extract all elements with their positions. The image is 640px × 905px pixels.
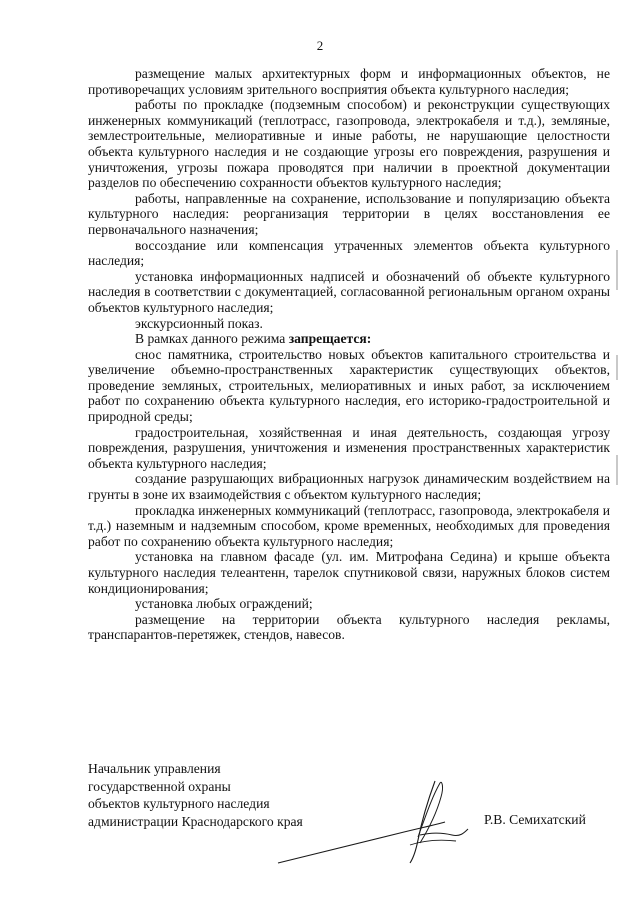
paragraph-facade-antennas: установка на главном фасаде (ул. им. Митрофана Седина) и крыше объекта культурного наследия телеантенн, тарелок спутниковой связи, наружных блоков систем кондиционирования; [88,549,610,596]
paragraph-info-signs: установка информационных надписей и обозначений об объекте культурного наследия в соответствии с документацией, согласованной региональным органом охраны объектов культурного наследия; [88,268,610,315]
paragraph-prohibited-heading [88,331,610,347]
scan-edge-mark [616,355,618,380]
signatory-position-line: государственной охраны [88,778,231,794]
scan-edge-mark [616,250,618,290]
signatory-name: Р.В. Семихатский [484,812,586,827]
paragraph-advertising: размещение на территории объекта культурного наследия рекламы, транспарантов-перетяжек, стендов, навесов. [88,611,610,643]
paragraph-overground-utilities: прокладка инженерных коммуникаций (теплотрасс, газопровода, электрокабеля и т.д.) наземным и надземным способом, кроме временных, необходимых для проведения работ по сохранению объекта культурного наследия; [88,502,610,549]
paragraph-utilities-works: работы по прокладке (подземным способом) и реконструкции существующих инженерных коммуникаций (теплотрасс, газопровода, электрокабеля и т.д.), земляные, землестроительные, мелиоративные и иные работы, не нарушающие целостности объекта культурного наследия и не создающие угрозы его повреждения, разрушения и уничтожения, угрозы пожара проводятся при наличии в проектной документации разделов по обеспечению сохранности объектов культурного наследия; [88,97,610,191]
paragraph-demolition: снос памятника, строительство новых объектов капитального строительства и увеличение объемно-пространственных характеристик существующих объектов, проведение земляных, строительных, мелиоративных и иных работ, за исключением работ по сохранению объекта культурного наследия, его историко-градостроительной и природной среды; [88,346,610,425]
signatory-position-line: администрации Краснодарского края [88,813,303,829]
signatory-position-line: объектов культурного наследия [88,796,270,811]
document-body [88,66,610,643]
paragraph-fences: установка любых ограждений; [135,596,313,612]
paragraph-urban-activity: градостроительная, хозяйственная и иная деятельность, создающая угрозу повреждения, разрушения, уничтожения и изменения пространственных характеристик объекта культурного наследия; [88,424,610,471]
paragraph-reconstruction: воссоздание или компенсация утраченных элементов объекта культурного наследия; [88,237,610,269]
paragraph-excursion: экскурсионный показ. [135,315,263,331]
page-number: 2 [316,38,324,53]
prohibited-keyword: запрещается: [288,331,372,347]
signatory-position-line: Начальник управления [88,761,221,776]
prohibited-intro-text: В рамках данного режима [135,331,289,347]
paragraph-small-forms: размещение малых архитектурных форм и информационных объектов, не противоречащих условиям зрительного восприятия объекта культурного наследия; [88,66,610,97]
handwritten-signature [270,775,500,870]
paragraph-preservation-works: работы, направленные на сохранение, использование и популяризацию объекта культурного наследия: реорганизация территории в целях восстановления ее первоначального назначения; [88,190,610,237]
scan-edge-mark [616,455,618,485]
paragraph-vibration: создание разрушающих вибрационных нагрузок динамическим воздействием на грунты в зоне их взаимодействия с объектом культурного наследия; [88,471,610,503]
